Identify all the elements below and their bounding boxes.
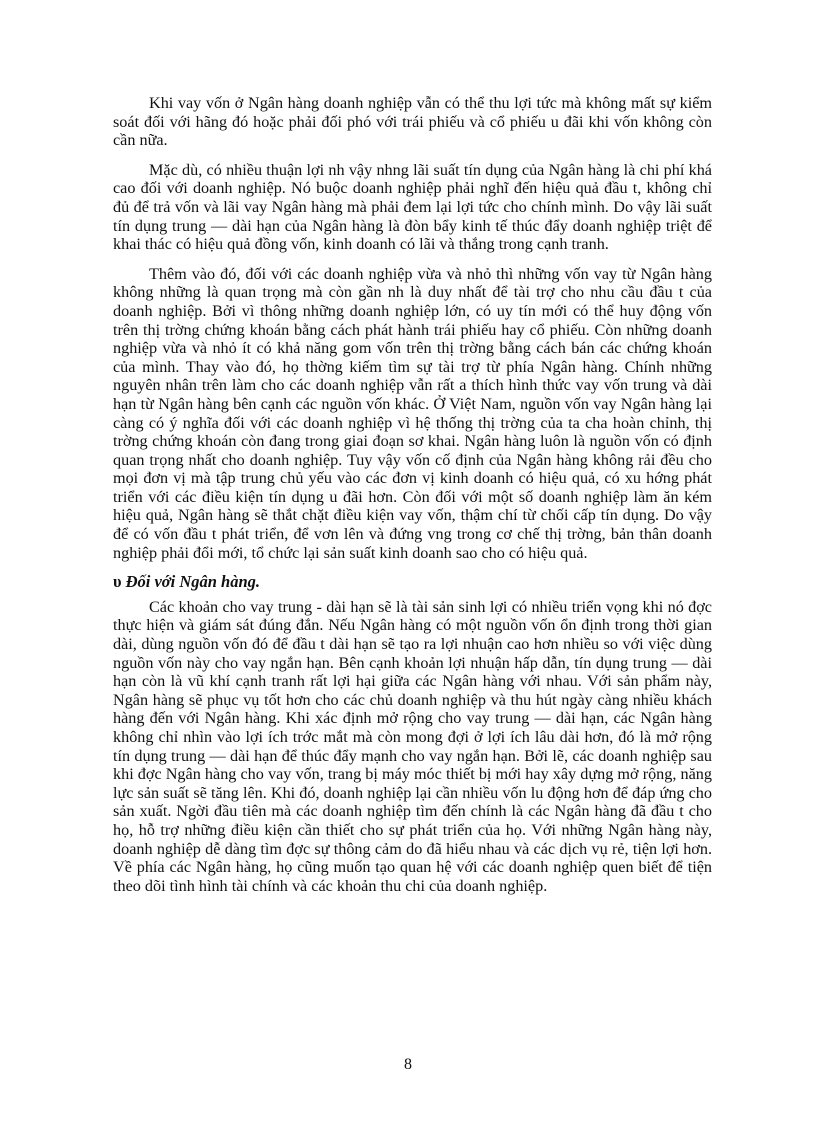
section-heading: [113, 573, 712, 592]
page-number: 8: [404, 1056, 412, 1073]
bullet-icon: υ: [113, 572, 122, 592]
document-page: [113, 94, 712, 906]
section-heading-text: Đối với Ngân hàng.: [125, 572, 261, 592]
paragraph-small-enterprises: Thêm vào đó, đối với các doanh nghiệp vừa và nhỏ thì những vốn vay từ Ngân hàng không những là quan trọng mà còn gần nh là duy nhất để tài trợ cho nhu cầu đầu t của doanh nghiệp. Bởi vì thông những doanh nghiệp lớn, có uy tín mới có thể huy động vốn trên thị trờng chứng khoán bằng cách phát hành trái phiếu hay cổ phiếu. Còn những doanh nghiệp vừa và nhỏ ít có khả năng gom vốn trên thị trờng bằng cách bán các chứng khoán của mình. Thay vào đó, họ thờng kiếm tìm sự tài trợ từ phía Ngân hàng. Chính những nguyên nhân trên làm cho các doanh nghiệp vẫn rất a thích hình thức vay vốn trung và dài hạn từ Ngân hàng bên cạnh các nguồn vốn khác. Ở Việt Nam, nguồn vốn vay Ngân hàng lại càng có ý nghĩa đối với các doanh nghiệp vì hệ thống thị trờng của ta cha hoàn chỉnh, thị trờng chứng khoán còn đang trong giai đoạn sơ khai. Ngân hàng luôn là nguồn vốn có định quan trọng nhất cho doanh nghiệp. Tuy vậy vốn cố định của Ngân hàng không rải đều cho mọi đơn vị mà tập trung chủ yếu vào các đơn vị kinh doanh có hiệu quả, có xu hớng phát triển với các điều kiện tín dụng u đãi hơn. Còn đối với một số doanh nghiệp làm ăn kém hiệu quả, Ngân hàng sẽ thắt chặt điều kiện vay vốn, thậm chí từ chối cấp tín dụng. Do vậy để có vốn đầu t phát triển, để vơn lên và đứng vng trong cơ chế thị trờng, bản thân doanh nghiệp phải đổi mới, tổ chức lại sản suất kinh doanh sao cho có hiệu quả.: [113, 264, 712, 562]
paragraph-loan-benefits: Khi vay vốn ở Ngân hàng doanh nghiệp vẫn có thể thu lợi tức mà không mất sự kiểm soát đối với hãng đó hoặc phải đối phó với trái phiếu và cổ phiếu u đãi khi vốn không còn cần nữa.: [113, 94, 712, 150]
paragraph-bank-perspective: Các khoản cho vay trung - dài hạn sẽ là tài sản sinh lợi có nhiều triển vọng khi nó đợc thực hiện và giám sát đúng đắn. Nếu Ngân hàng có một nguồn vốn ổn định trong thời gian dài, dùng nguồn vốn đó để đầu t dài hạn sẽ tạo ra lợi nhuận cao hơn nhiều so với việc dùng nguồn vốn này cho vay ngắn hạn. Bên cạnh khoản lợi nhuận hấp dẫn, tín dụng trung — dài hạn còn là vũ khí cạnh tranh rất lợi hại giữa các Ngân hàng với nhau. Với sản phẩm này, Ngân hàng sẽ phục vụ tốt hơn cho các chủ doanh nghiệp và thu hút ngày càng nhiều khách hàng đến với Ngân hàng. Khi xác định mở rộng cho vay trung — dài hạn, các Ngân hàng không chỉ nhìn vào lợi ích trớc mắt mà còn mong đợi ở lợi ích lâu dài hơn, đó là mở rộng tín dụng trung — dài hạn để thúc đẩy mạnh cho vay ngắn hạn. Bởi lẽ, các doanh nghiệp sau khi đợc Ngân hàng cho vay vốn, trang bị máy móc thiết bị mới hay xây dựng mở rộng, năng lực sản suất sẽ tăng lên. Khi đó, doanh nghiệp lại cần nhiều vốn lu động hơn để đáp ứng cho sản xuất. Ngời đầu tiên mà các doanh nghiệp tìm đến chính là các Ngân hàng đã đầu t cho họ, hỗ trợ những điều kiện cần thiết cho sự phát triển của họ. Với những Ngân hàng này, doanh nghiệp dễ dàng tìm đợc sự thông cảm do đã hiểu nhau và các dịch vụ rẻ, tiện lợi hơn. Về phía các Ngân hàng, họ cũng muốn tạo quan hệ với các doanh nghiệp quen biết để tiện theo dõi tình hình tài chính và các khoản thu chi của doanh nghiệp.: [113, 597, 712, 895]
paragraph-interest-cost: Mặc dù, có nhiều thuận lợi nh vậy nhng lãi suất tín dụng của Ngân hàng là chi phí khá cao đối với doanh nghiệp. Nó buộc doanh nghiệp phải nghĩ đến hiệu quả đầu t, không chỉ đủ để trả vốn và lãi vay Ngân hàng mà phải đem lại lợi tức cho chính mình. Do vậy lãi suất tín dụng trung — dài hạn của Ngân hàng là đòn bẩy kinh tế thúc đẩy doanh nghiệp triệt để khai thác có hiệu quả đồng vốn, kinh doanh có lãi và thắng trong cạnh tranh.: [113, 160, 712, 254]
